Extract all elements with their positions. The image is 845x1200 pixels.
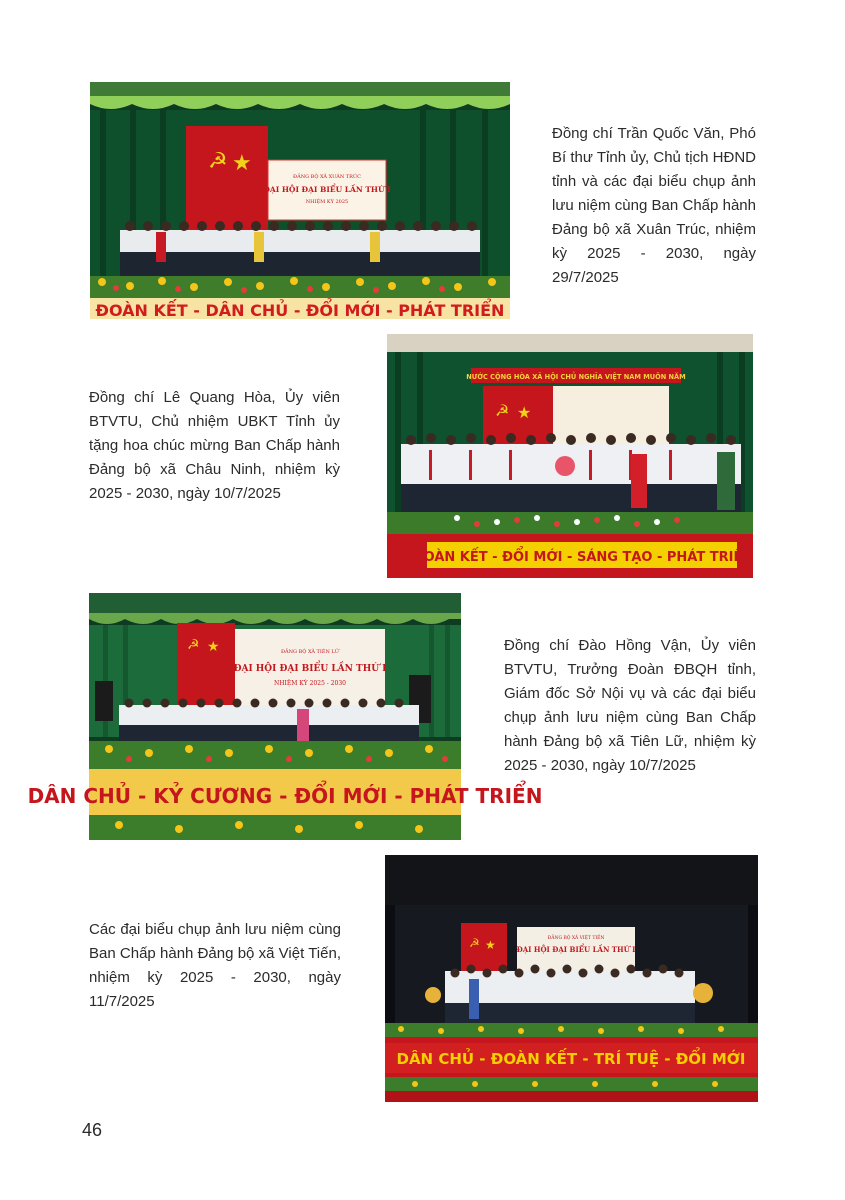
floor-slogan: ĐOÀN KẾT - DÂN CHỦ - ĐỔI MỚI - PHÁT TRIỂN [95, 301, 505, 320]
floor-slogan: DÂN CHỦ - KỶ CƯƠNG - ĐỔI MỚI - PHÁT TRIỂN [27, 784, 543, 808]
photo-congress-chau-ninh [387, 334, 753, 578]
floor-slogan: ĐOÀN KẾT - ĐỔI MỚI - SÁNG TẠO - PHÁT TRIỂN [412, 550, 754, 565]
caption-1: Đồng chí Trần Quốc Văn, Phó Bí thư Tỉnh ủy, Chủ tịch HĐND tỉnh và các đại biểu chụp ảnh lưu niệm cùng Ban Chấp hành Đảng bộ xã Xuân Trúc, nhiệm kỳ 2025 - 2030, ngày 29/7/2025 [552, 125, 756, 286]
caption-4: Các đại biểu chụp ảnh lưu niệm cùng Ban Chấp hành Đảng bộ xã Việt Tiến, nhiệm kỳ 2025 - 2030, ngày 11/7/2025 [89, 921, 341, 1010]
board-line-2: ĐẠI HỘI ĐẠI BIỂU LẦN THỨ I [233, 664, 387, 674]
svg-text:☭: ☭ [208, 149, 228, 174]
board-line-2: ĐẠI HỘI ĐẠI BIỂU LẦN THỨ I [516, 945, 636, 954]
svg-text:☭: ☭ [187, 637, 200, 653]
floor-slogan: DÂN CHỦ - ĐOÀN KẾT - TRÍ TUỆ - ĐỔI MỚI [396, 1050, 746, 1068]
caption-2: Đồng chí Lê Quang Hòa, Ủy viên BTVTU, Chủ nhiệm UBKT Tỉnh ủy tặng hoa chúc mừng Ban Chấp hành Đảng bộ xã Châu Ninh, nhiệm kỳ 2025 - 2030, ngày 10/7/2025 [89, 389, 340, 502]
board-line-3: NHIỆM KỲ 2025 - 2030 [273, 680, 347, 687]
top-banner: NƯỚC CỘNG HÒA XÃ HỘI CHỦ NGHĨA VIỆT NAM MUÔN NĂM [466, 373, 686, 381]
photo-congress-tien-lu [27, 593, 543, 840]
board-line-1: ĐẢNG BỘ XÃ VIỆT TIẾN [547, 936, 605, 941]
photo-congress-viet-tien [385, 855, 758, 1102]
svg-text:★: ★ [517, 403, 532, 422]
board-line-2: ĐẠI HỘI ĐẠI BIỂU LẦN THỨ I [263, 185, 391, 194]
board-line-1: ĐẢNG BỘ XÃ XUÂN TRÚC [293, 174, 361, 180]
page-number: 46 [82, 1120, 103, 1140]
svg-text:☭: ☭ [469, 936, 480, 950]
caption-3: Đồng chí Đào Hồng Vận, Ủy viên BTVTU, Trưởng Đoàn ĐBQH tỉnh, Giám đốc Sở Nội vụ và các đại biểu chụp ảnh lưu niệm cùng Ban Chấp hành Đảng bộ xã Tiên Lữ, nhiệm kỳ 2025 - 2030, ngày 10/7/2025 [504, 637, 756, 774]
svg-text:★: ★ [207, 639, 220, 655]
board-line-3: NHIỆM KỲ 2025 [305, 199, 349, 205]
svg-text:★: ★ [232, 151, 252, 176]
svg-text:★: ★ [485, 938, 496, 952]
svg-text:☭: ☭ [495, 401, 510, 420]
photo-congress-xuan-truc [90, 82, 510, 319]
board-line-1: ĐẢNG BỘ XÃ TIÊN LỮ [280, 649, 340, 655]
